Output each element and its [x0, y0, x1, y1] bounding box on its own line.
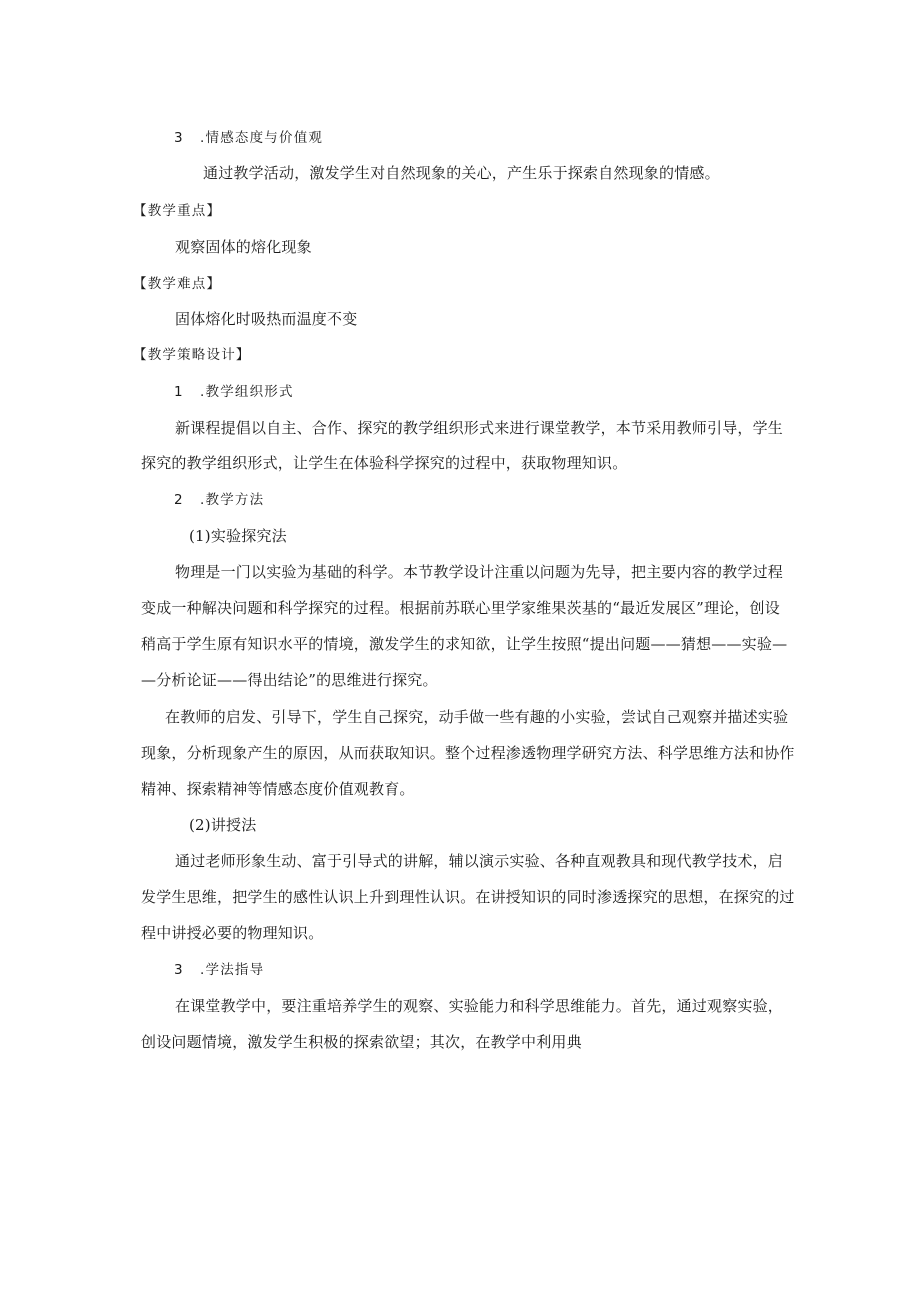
paragraph-experiment-line: 稍高于学生原有知识水平的情境，激发学生的求知欲，让学生按照“提出问题——猜想——实验—	[141, 635, 788, 653]
section-number: 2	[174, 492, 184, 508]
section-number: 3	[174, 962, 184, 978]
paragraph-lecture-line: 程中讲授必要的物理知识。	[141, 924, 324, 942]
paragraph-experiment-line: 现象，分析现象产生的原因，从而获取知识。整个过程渗透物理学研究方法、科学思维方法和协作	[141, 744, 795, 762]
subheading-lecture-method: (2)讲授法	[189, 816, 257, 834]
key-point-title: 【教学重点】	[133, 203, 222, 219]
paragraph-organization-line: 探究的教学组织形式，让学生在体验科学探究的过程中，获取物理知识。	[141, 454, 628, 472]
paragraph-organization-line: 新课程提倡以自主、合作、探究的教学组织形式来进行课堂教学，本节采用教师引导，学生	[175, 419, 784, 437]
paragraph-guidance-line: 在课堂教学中，要注重培养学生的观察、实验能力和科学思维能力。首先，通过观察实验，	[175, 997, 784, 1015]
key-point-text: 观察固体的熔化现象	[175, 238, 312, 256]
paragraph-experiment-line: 变成一种解决问题和科学探究的过程。根据前苏联心里学家维果茨基的“最近发展区”理论，创设	[141, 599, 780, 617]
section-heading-label: .学法指导	[200, 962, 265, 978]
paragraph-emotion-attitude: 通过教学活动，激发学生对自然现象的关心，产生乐于探索自然现象的情感。	[203, 164, 720, 182]
section-number: 1	[174, 384, 184, 400]
section-heading-study-guidance	[174, 960, 264, 980]
strategy-title: 【教学策略设计】	[133, 347, 251, 363]
section-heading-label: .情感态度与价值观	[200, 130, 324, 146]
paragraph-experiment-line: —分析论证——得出结论”的思维进行探究。	[141, 671, 438, 689]
paragraph-experiment-line: 精神、探索精神等情感态度价值观教育。	[141, 780, 415, 798]
paragraph-lecture-line: 通过老师形象生动、富于引导式的讲解，辅以演示实验、各种直观教具和现代教学技术，启	[175, 852, 784, 870]
paragraph-experiment-line: 物理是一门以实验为基础的科学。本节教学设计注重以问题为先导，把主要内容的教学过程	[175, 563, 784, 581]
paragraph-guidance-line: 创设问题情境，激发学生积极的探索欲望；其次，在教学中利用典	[141, 1033, 582, 1051]
section-heading-organization	[174, 382, 294, 402]
subheading-experiment-method: (1)实验探究法	[189, 527, 287, 545]
paragraph-experiment-line: 在教师的启发、引导下，学生自己探究，动手做一些有趣的小实验，尝试自己观察并描述实验	[165, 708, 789, 726]
section-number: 3	[174, 130, 184, 146]
difficulty-title: 【教学难点】	[133, 276, 222, 292]
paragraph-lecture-line: 发学生思维，把学生的感性认识上升到理性认识。在讲授知识的同时渗透探究的思想，在探究的过	[141, 888, 795, 906]
section-heading-label: .教学方法	[200, 492, 265, 508]
section-heading-emotion-attitude	[174, 128, 323, 148]
section-heading-methods	[174, 490, 264, 510]
difficulty-text: 固体熔化时吸热而温度不变	[175, 310, 358, 328]
section-heading-label: .教学组织形式	[200, 384, 294, 400]
